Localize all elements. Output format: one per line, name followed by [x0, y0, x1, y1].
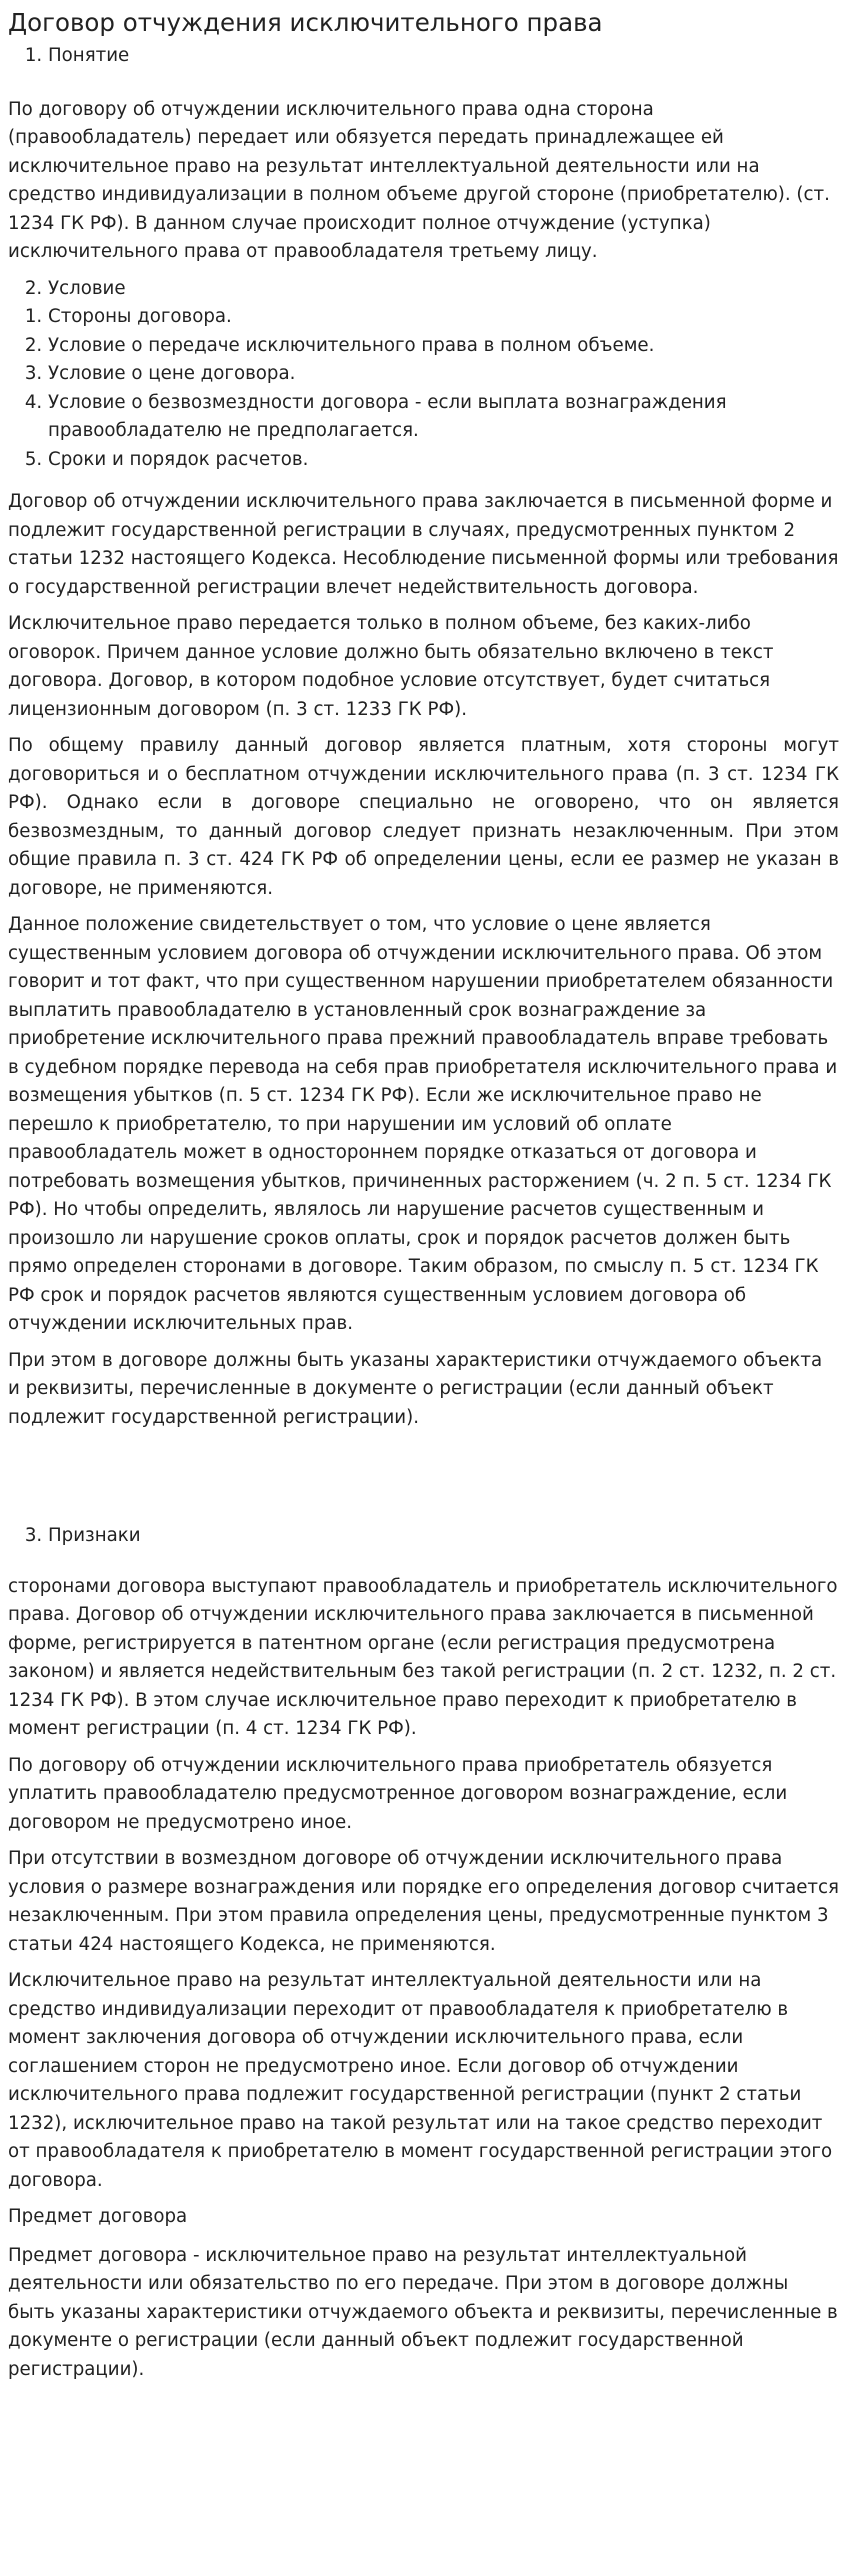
object-characteristics-paragraph: При этом в договоре должны быть указаны характеристики отчуждаемого объекта и реквизиты, перечисленные в документе о регистрации (если данный объект подлежит государственной регистрации).	[8, 1349, 823, 1428]
condition-item-full-transfer: 2. Условие о передаче исключительного права в полном объеме.	[48, 332, 839, 361]
section-1-heading: 1. Понятие	[48, 42, 839, 71]
conditions-heading: 2. Условие	[48, 275, 839, 304]
price-condition-paragraph: Данное положение свидетельствует о том, что условие о цене является существенным условием договора об отчуждении исключительного права. Об этом говорит и тот факт, что при существенном нарушении приобретателем обязанности выплатить правообладателю в установленный срок вознаграждение за приобретение исключительного права прежний правообладатель вправе требовать в судебном порядке перевода на себя прав приобретателя исключительного права и возмещения убытков (п. 5 ст. 1234 ГК РФ). Если же исключительное право не перешло к приобретателю, то при нарушении им условий об оплате правообладатель может в одностороннем порядке отказаться от договора и потребовать возмещения убытков, причиненных расторжением (ч. 2 п. 5 ст. 1234 ГК РФ). Но чтобы определить, являлось ли нарушение расчетов существенным и произошло ли нарушение сроков оплаты, срок и порядок расчетов должен быть прямо определен сторонами в договоре. Таким образом, по смыслу п. 5 ст. 1234 ГК РФ срок и порядок расчетов являются существенным условием договора об отчуждении исключительных прав.	[8, 914, 838, 1334]
condition-item-gratuitous: 4. Условие о безвозмездности договора - если выплата вознаграждения правообладателю не предполагается.	[48, 389, 839, 446]
section-3-list	[8, 1522, 839, 1551]
subject-heading: Предмет договора	[8, 2206, 188, 2227]
subject-paragraph: Предмет договора - исключительное право на результат интеллектуальной деятельности или обязательство по его передаче. При этом в договоре должны быть указаны характеристики отчуждаемого объекта и реквизиты, перечисленные в документе о регистрации (если данный объект подлежит государственной регистрации).	[8, 2244, 838, 2380]
form-registration-paragraph: Договор об отчуждении исключительного права заключается в письменной форме и подлежит государственной регистрации в случаях, предусмотренных пунктом 2 статьи 1232 настоящего Кодекса. Несоблюдение письменной формы или требования о государственной регистрации влечет недействительность договора.	[8, 491, 839, 598]
definition-paragraph: По договору об отчуждении исключительного права одна сторона (правообладатель) передает или обязуется передать принадлежащее ей исключительное право на результат интеллектуальной деятельности или на средство индивидуализации в полном объеме другой стороне (приобретателю). (ст. 1234 ГК РФ). В данном случае происходит полное отчуждение (уступка) исключительного права от правообладателя третьему лицу.	[8, 98, 830, 262]
parties-paragraph: сторонами договора выступают правообладатель и приобретатель исключительного права. Договор об отчуждении исключительного права заключается в письменной форме, регистрируется в патентном органе (если регистрация предусмотрена законом) и является недействительным без такой регистрации (п. 2 ст. 1232, п. 2 ст. 1234 ГК РФ). В этом случае исключительное право переходит к приобретателю в момент регистрации (п. 4 ст. 1234 ГК РФ).	[8, 1575, 838, 1739]
paid-contract-paragraph: По общему правилу данный договор является платным, хотя стороны могут договориться и о бесплатном отчуждении исключительного права (п. 3 ст. 1234 ГК РФ). Однако если в договоре специально не оговорено, что он является безвозмездным, то данный договор следует признать незаключенным. При этом общие правила п. 3 ст. 424 ГК РФ об определении цены, если ее размер не указан в договоре, не применяются.	[8, 735, 839, 899]
transfer-moment-paragraph: Исключительное право на результат интеллектуальной деятельности или на средство индивидуализации переходит от правообладателя к приобретателю в момент заключения договора об отчуждении исключительного права, если соглашением сторон не предусмотрено иное. Если договор об отчуждении исключительного права подлежит государственной регистрации (пункт 2 статьи 1232), исключительное право на такой результат или на такое средство переходит от правообладателя к приобретателю в момент государственной регистрации этого договора.	[8, 1970, 833, 2191]
remuneration-paragraph: По договору об отчуждении исключительного права приобретатель обязуется уплатить правообладателю предусмотренное договором вознаграждение, если договором не предусмотрено иное.	[8, 1754, 788, 1833]
page-title: Договор отчуждения исключительного права	[8, 8, 603, 37]
full-scope-paragraph: Исключительное право передается только в полном объеме, без каких-либо оговорок. Причем данное условие должно быть обязательно включено в текст договора. Договор, в котором подобное условие отсутствует, будет считаться лицензионным договором (п. 3 ст. 1233 ГК РФ).	[8, 613, 774, 720]
condition-item-parties: 1. Стороны договора.	[48, 303, 839, 332]
section-3-heading: 3. Признаки	[48, 1522, 839, 1551]
section-1-list	[8, 42, 839, 71]
condition-item-payment-terms: 5. Сроки и порядок расчетов.	[48, 446, 839, 475]
conditions-list	[8, 275, 839, 475]
unconcluded-paragraph: При отсутствии в возмездном договоре об отчуждении исключительного права условия о размере вознаграждения или порядке его определения договор считается незаключенным. При этом правила определения цены, предусмотренные пунктом 3 статьи 424 настоящего Кодекса, не применяются.	[8, 1848, 839, 1955]
condition-item-price: 3. Условие о цене договора.	[48, 360, 839, 389]
